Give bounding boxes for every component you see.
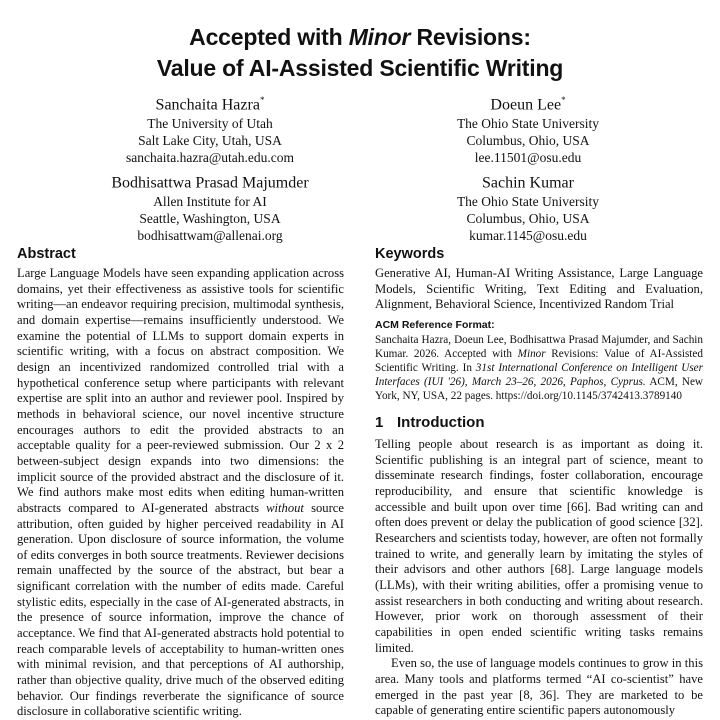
- abstract-text: Large Language Models have seen expanding application across domains, yet their effectiveness as assistive tools for scientific writing—an endeavor requiring precision, multimodal synthesis, and domain expertise—remains insufficiently understood. We examine the potential of LLMs to support domain experts in scientific writing, with a focus on abstract composition. We design an incentivized randomized controlled trial with a hypothetical conference setup where participants with relevant expertise are split into an author and reviewer pool. Inspired by methods in behavioral science, our novel incentive structure encourages authors to edit the provided abstracts to an acceptable quality for a peer-reviewed submission. Our 2 x 2 between-subject design expands into two dimensions: the implicit source of the provided abstract and the disclosure of it. We find authors make most edits when editing human-written abstracts compared to AI-generated abstracts without source attribution, often guided by higher perceived readability in AI generation. Upon disclosure of source information, the volume of edits converges in both source treatments. Reviewer decisions remain unaffected by the source of the abstract, but bear a significant correlation with the number of edits made. Careful stylistic edits, especially in the case of AI-generated abstracts, in the presence of source information, improve the chance of acceptance. We find that AI-generated abstracts hold potential to reach comparable levels of acceptability to human-written ones with minimal revision, and that perceptions of AI authorship, rather than objective quality, drive much of the observed editing behavior. Our findings reverberate the significance of source disclosure in collaborative scientific writing.: [17, 266, 344, 719]
- author-location: Columbus, Ohio, USA: [466, 133, 590, 149]
- abstract-section: [17, 245, 344, 720]
- keywords-text: Generative AI, Human-AI Writing Assistance, Large Language Models, Scientific Writing, Text Editing and Evaluation, Alignment, Behavioral Science, Incentivized Random Trial: [375, 266, 703, 312]
- author-block-majumder: [60, 168, 360, 244]
- author-block-hazra: [60, 90, 360, 166]
- intro-paragraph-2: Even so, the use of language models continues to grow in this area. Many tools and platforms termed “AI co-scientist” have emerged in the past year [8, 36]. They are marketed to be capable of generating entire scientific papers autonomously: [375, 656, 703, 718]
- author-email: sanchaita.hazra@utah.edu.com: [126, 150, 294, 166]
- introduction-section: [375, 413, 703, 719]
- author-block-kumar: [378, 168, 678, 244]
- author-email: kumar.1145@osu.edu: [469, 228, 587, 244]
- keywords-section: [375, 245, 703, 313]
- author-block-lee: [378, 90, 678, 166]
- section-title: Introduction: [397, 414, 485, 431]
- intro-paragraph-1: Telling people about research is as important as doing it. Scientific publishing is an integral part of science, meant to disseminate research findings, foster collaboration, encourage reproducibility, and ensure that scientific knowledge is accessible and built upon over time [66]. Bad writing can and often does prevent or delay the publication of good science [32]. Researchers and scientists today, however, are often not formally trained to write, and generally learn by imitating the styles of their advisors and other authors [68]. Large language models (LLMs), with their writing abilities, offer a promising venue to assist researchers in both conducting and writing about research. However, prior work on thorough assessment of their capabilities in open ended scientific writing tasks remains limited.: [375, 437, 703, 655]
- author-email: lee.11501@osu.edu: [474, 150, 582, 166]
- author-name: Doeun Lee*: [490, 95, 566, 114]
- title-line-1: Accepted with Minor Revisions:: [189, 24, 531, 50]
- section-number: 1: [375, 414, 384, 431]
- acm-reference-text: Sanchaita Hazra, Doeun Lee, Bodhisattwa Prasad Majumder, and Sachin Kumar. 2026. Accepted with Minor Revisions: Value of AI-Assisted Scientific Writing. In 31st International Conference on Intelligent User Interfaces (IUI '26), March 23–26, 2026, Paphos, Cyprus. ACM, New York, NY, USA, 22 pages. https://doi.org/10.1145/3742413.3789140: [375, 334, 704, 402]
- acm-reference-heading: ACM Reference Format:: [375, 319, 495, 331]
- acm-reference-section: [375, 318, 703, 403]
- author-name: Bodhisattwa Prasad Majumder: [111, 174, 309, 192]
- author-name: Sachin Kumar: [482, 174, 574, 192]
- abstract-heading: Abstract: [17, 246, 76, 262]
- author-affiliation: The University of Utah: [147, 116, 273, 132]
- author-location: Seattle, Washington, USA: [139, 211, 281, 227]
- author-email: bodhisattwam@allenai.org: [137, 228, 283, 244]
- author-location: Salt Lake City, Utah, USA: [138, 133, 282, 149]
- author-name: Sanchaita Hazra*: [155, 95, 265, 114]
- title-emphasis: Minor: [348, 24, 411, 50]
- paper-title: [0, 22, 720, 84]
- author-affiliation: Allen Institute for AI: [153, 194, 267, 210]
- introduction-heading: [375, 413, 703, 432]
- author-affiliation: The Ohio State University: [456, 116, 600, 132]
- author-affiliation: The Ohio State University: [456, 194, 600, 210]
- keywords-heading: Keywords: [375, 246, 445, 262]
- author-location: Columbus, Ohio, USA: [466, 211, 590, 227]
- title-line-2: Value of AI-Assisted Scientific Writing: [156, 55, 564, 81]
